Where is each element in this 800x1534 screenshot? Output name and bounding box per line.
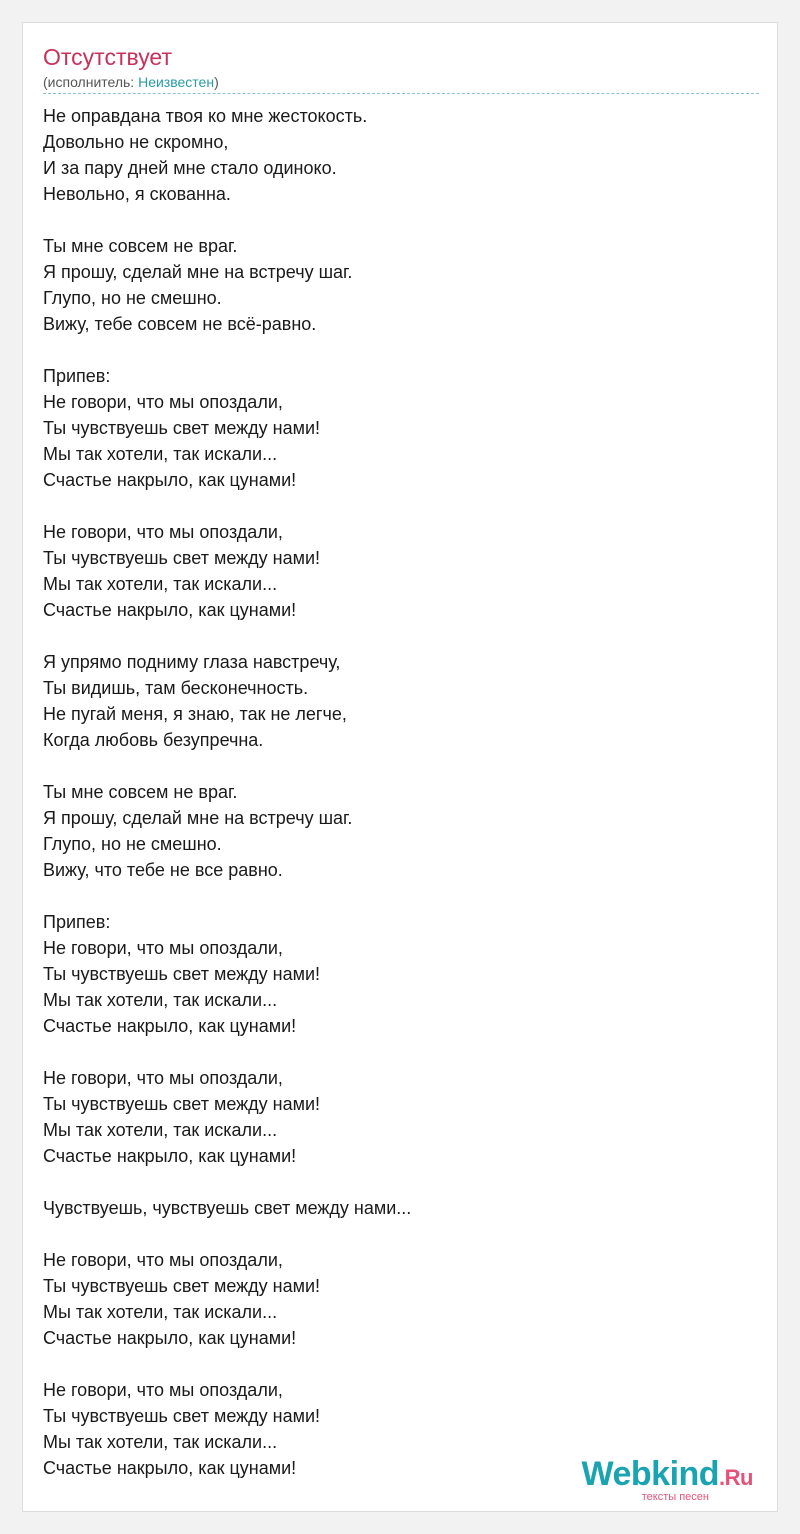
lyric-line: Счастье накрыло, как цунами! [43,1328,297,1348]
stanza-break [43,623,759,649]
lyric-line: Мы так хотели, так искали... [43,1302,278,1322]
artist-line [43,73,219,91]
song-title: Отсутствует [43,44,172,70]
lyric-line: Я упрямо подниму глаза навстречу, [43,652,341,672]
lyric-line: Не говори, что мы опоздали, [43,1250,283,1270]
lyric-line: Мы так хотели, так искали... [43,1432,278,1452]
lyrics-text [43,103,759,1481]
lyric-line: Ты видишь, там бесконечность. [43,678,309,698]
lyric-line: Невольно, я скованна. [43,184,231,204]
lyric-line: Припев: [43,912,111,932]
stanza-break [43,753,759,779]
lyric-line: Не оправдана твоя ко мне жестокость. [43,106,368,126]
lyric-line: Когда любовь безупречна. [43,730,264,750]
lyrics-card [22,22,778,1512]
lyric-line: Довольно не скромно, [43,132,229,152]
artist-prefix: (исполнитель: [43,74,139,90]
lyric-line: Не говори, что мы опоздали, [43,392,283,412]
lyric-line: Мы так хотели, так искали... [43,1120,278,1140]
lyric-line: Глупо, но не смешно. [43,834,222,854]
lyric-line: Не говори, что мы опоздали, [43,522,283,542]
logo-domain-text: .Ru [719,1465,753,1490]
lyric-line: Ты чувствуешь свет между нами! [43,1406,321,1426]
lyric-line: Ты чувствуешь свет между нами! [43,1276,321,1296]
stanza-break [43,1039,759,1065]
lyric-line: Ты чувствуешь свет между нами! [43,548,321,568]
lyric-line: Не пугай меня, я знаю, так не легче, [43,704,347,724]
lyric-line: Ты чувствуешь свет между нами! [43,418,321,438]
stanza-break [43,337,759,363]
stanza-break [43,1221,759,1247]
lyric-line: Ты мне совсем не враг. [43,236,238,256]
lyric-line: Не говори, что мы опоздали, [43,938,283,958]
lyric-line: Вижу, тебе совсем не всё-равно. [43,314,317,334]
lyric-line: Ты мне совсем не враг. [43,782,238,802]
logo-main-text: Webkind [581,1455,720,1493]
stanza-break [43,207,759,233]
stanza-break [43,493,759,519]
lyric-line: И за пару дней мне стало одиноко. [43,158,337,178]
lyric-line: Счастье накрыло, как цунами! [43,600,297,620]
lyric-line: Счастье накрыло, как цунами! [43,1016,297,1036]
lyric-line: Припев: [43,366,111,386]
stanza-break [43,883,759,909]
lyric-line: Счастье накрыло, как цунами! [43,1458,297,1478]
lyric-line: Глупо, но не смешно. [43,288,222,308]
lyric-line: Вижу, что тебе не все равно. [43,860,283,880]
lyric-line: Ты чувствуешь свет между нами! [43,964,321,984]
lyric-line: Не говори, что мы опоздали, [43,1380,283,1400]
lyric-line: Счастье накрыло, как цунами! [43,470,297,490]
lyric-line: Я прошу, сделай мне на встречу шаг. [43,262,353,282]
lyric-line: Ты чувствуешь свет между нами! [43,1094,321,1114]
logo-tagline: тексты песен [641,1491,709,1503]
artist-link[interactable]: Неизвестен [138,74,215,90]
lyric-line: Мы так хотели, так искали... [43,444,278,464]
lyric-line: Мы так хотели, так искали... [43,574,278,594]
webkind-logo[interactable] [553,1455,753,1501]
lyric-line: Мы так хотели, так искали... [43,990,278,1010]
lyric-line: Счастье накрыло, как цунами! [43,1146,297,1166]
lyric-line: Чувствуешь, чувствуешь свет между нами... [43,1198,412,1218]
stanza-break [43,1351,759,1377]
artist-suffix: ) [214,74,219,90]
lyric-line: Я прошу, сделай мне на встречу шаг. [43,808,353,828]
title-divider [43,93,759,94]
stanza-break [43,1169,759,1195]
lyric-line: Не говори, что мы опоздали, [43,1068,283,1088]
